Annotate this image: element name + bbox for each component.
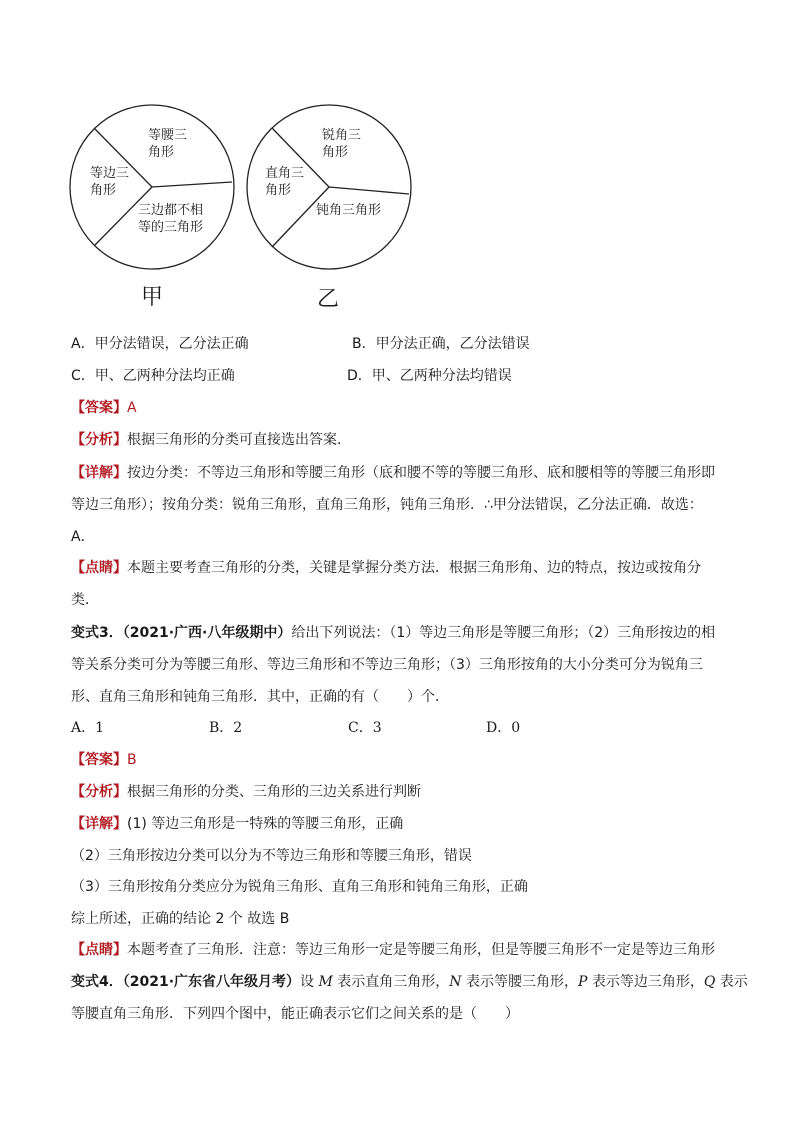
q2-comment-line-2: 类． — [71, 592, 99, 608]
v3-detail-line-2: （2）三角形按边分类可以分为不等边三角形和等腰三角形，错误 — [71, 848, 472, 864]
jia-caption: 甲 — [141, 285, 164, 310]
v3-comment — [71, 940, 715, 960]
answer-tag: 【答案】 — [71, 752, 127, 768]
q2-option-c: C．甲、乙两种分法均正确 — [71, 368, 235, 384]
v3-stem-line-1 — [71, 623, 715, 643]
v3-detail-line-1 — [71, 814, 403, 834]
v4-stem-part: 表示 — [715, 974, 748, 990]
q2-answer — [71, 398, 137, 418]
comment-text: 本题考查了三角形．注意：等边三角形一定是等腰三角形，但是等腰三角形不一定是等边三角形 — [127, 942, 715, 958]
detail-text: 按边分类：不等边三角形和等腰三角形（底和腰不等的等腰三角形、底和腰相等的等腰三角形即 — [127, 465, 715, 481]
comment-tag: 【点睛】 — [71, 560, 127, 576]
jia-top-region-label: 等腰三 角形 — [148, 128, 188, 160]
detail-tag: 【详解】 — [71, 465, 127, 481]
analysis-tag: 【分析】 — [71, 432, 127, 448]
answer-value: B — [127, 752, 137, 768]
answer-value: A — [127, 400, 137, 416]
var-n: N — [449, 974, 462, 990]
detail-text: (1) 等边三角形是一特殊的等腰三角形，正确 — [127, 816, 404, 832]
jia-bottom-region-label: 三边都不相 等的三角形 — [138, 203, 204, 235]
v3-option-c: C．3 — [348, 720, 382, 736]
comment-tag: 【点睛】 — [71, 942, 127, 958]
v4-stem-part: 表示直角三角形， — [332, 974, 450, 990]
var-q: Q — [703, 974, 716, 990]
comment-text: 本题主要考查三角形的分类，关键是掌握分类方法．根据三角形角、边的特点，按边或按角分 — [127, 560, 701, 576]
analysis-text: 根据三角形的分类、三角形的三边关系进行判断 — [127, 784, 421, 800]
yi-bottom-region-label: 钝角三角形 — [316, 203, 382, 218]
v4-stem-part: 表示等边三角形， — [587, 974, 704, 990]
v4-stem-line-1 — [71, 972, 748, 992]
analysis-tag: 【分析】 — [71, 784, 127, 800]
v3-label: 变式3．（2021·广西·八年级期中） — [71, 625, 292, 641]
v3-option-a: A．1 — [71, 720, 105, 736]
v3-summary: 综上所述，正确的结论 2 个 故选 B — [71, 911, 290, 927]
q2-detail-line-2: 等边三角形）；按角分类：锐角三角形，直角三角形，钝角三角形．∴甲分法错误，乙分法正确．故选： — [71, 497, 703, 513]
var-p: P — [577, 974, 588, 990]
yi-caption: 乙 — [317, 287, 340, 312]
v3-stem-line-2: 等关系分类可分为等腰三角形、等边三角形和不等边三角形；（3）三角形按角的大小分类可分为锐角三 — [71, 657, 703, 673]
yi-top-region-label: 锐角三 角形 — [322, 128, 362, 160]
q2-option-b: B．甲分法正确，乙分法错误 — [352, 336, 530, 352]
v4-stem-part: 设 — [300, 974, 319, 990]
v3-stem-text: 给出下列说法：（1）等边三角形是等腰三角形；（2）三角形按边的相 — [291, 625, 716, 641]
q2-option-d: D．甲、乙两种分法均错误 — [347, 368, 512, 384]
q2-detail-line-1 — [71, 463, 715, 483]
jia-left-region-label: 等边三 角形 — [90, 166, 130, 198]
v3-option-d: D．0 — [486, 720, 521, 736]
v3-answer — [71, 750, 137, 770]
analysis-text: 根据三角形的分类可直接选出答案． — [127, 432, 351, 448]
var-m: M — [318, 974, 333, 990]
v3-stem-line-3: 形、直角三角形和钝角三角形．其中，正确的有（ ）个． — [71, 689, 449, 705]
yi-left-region-label: 直角三 角形 — [265, 166, 305, 198]
q2-analysis — [71, 430, 351, 450]
detail-tag: 【详解】 — [71, 816, 127, 832]
q2-detail-line-3: A． — [71, 529, 95, 545]
v3-detail-line-3: （3）三角形按角分类应分为锐角三角形、直角三角形和钝角三角形，正确 — [71, 879, 528, 895]
q2-comment-line-1 — [71, 558, 701, 578]
v4-stem-line-2: 等腰直角三角形．下列四个图中，能正确表示它们之间关系的是（ ） — [71, 1006, 519, 1022]
v4-label: 变式4．（2021·广东省八年级月考） — [71, 974, 301, 990]
v3-analysis — [71, 782, 421, 802]
q2-option-a: A．甲分法错误，乙分法正确 — [71, 336, 249, 352]
answer-tag: 【答案】 — [71, 400, 127, 416]
v4-stem-part: 表示等腰三角形， — [461, 974, 578, 990]
v3-option-b: B．2 — [209, 720, 243, 736]
